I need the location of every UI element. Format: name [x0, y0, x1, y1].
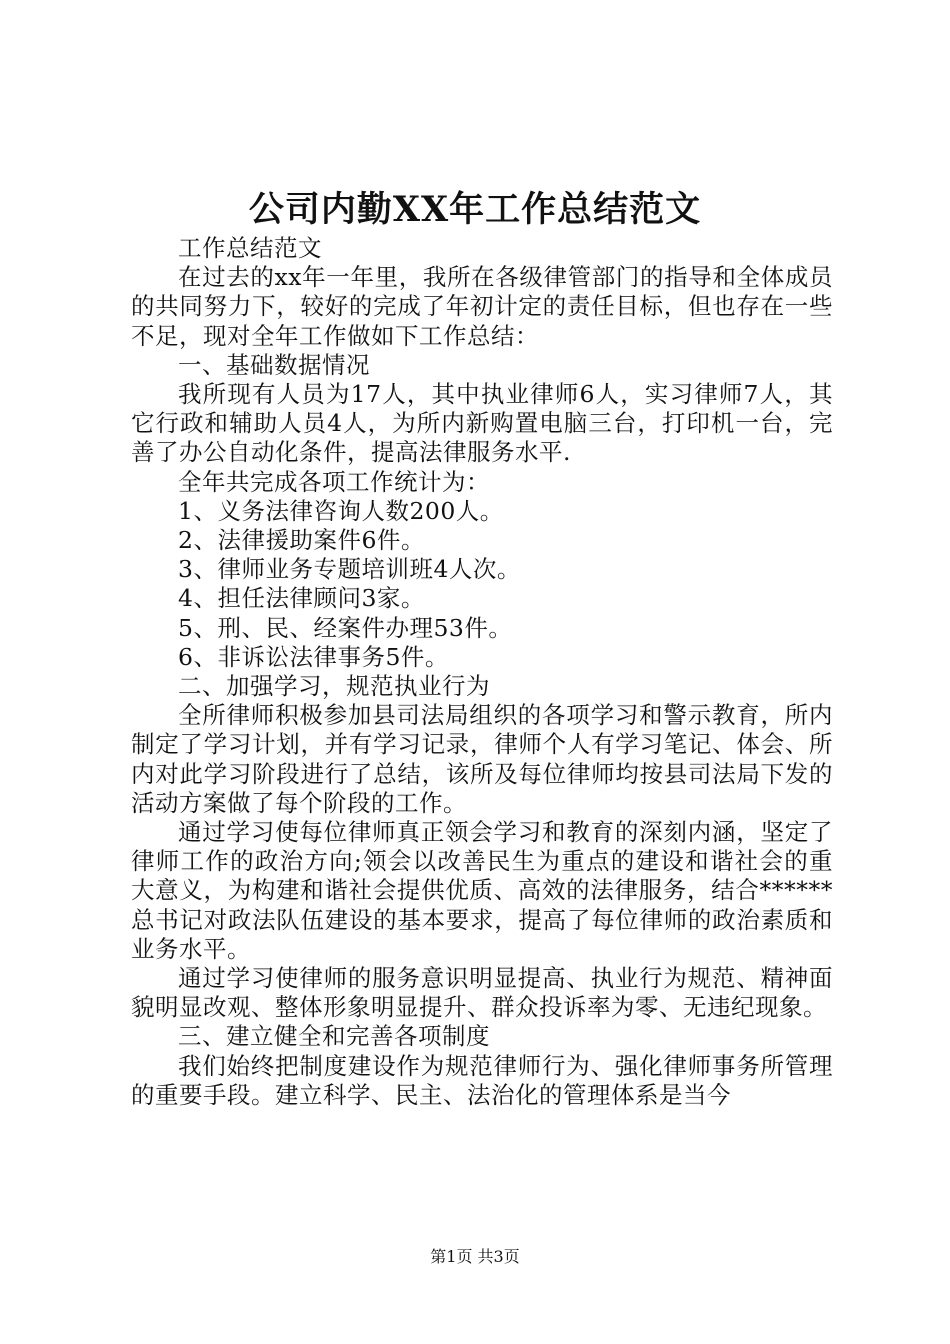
section-heading: 三、建立健全和完善各项制度: [178, 1022, 490, 1051]
section-heading: 二、加强学习，规范执业行为: [178, 672, 490, 701]
list-item: 4、担任法律顾问3家。: [178, 584, 425, 613]
list-item: 6、非诉讼法律事务5件。: [178, 642, 449, 671]
paragraph: 通过学习使每位律师真正领会学习和教育的深刻内涵，坚定了律师工作的政治方向;领会以改善民生为重点的建设和谐社会的重大意义，为构建和谐社会提供优质、高效的法律服务，结合******总书记对政法队伍建设的基本要求，提高了每位律师的政治素质和业务水平。: [131, 818, 833, 963]
paragraph: 在过去的xx年一年里，我所在各级律管部门的指导和全体成员的共同努力下，较好的完成了年初计定的责任目标，但也存在一些不足，现对全年工作做如下工作总结：: [131, 263, 833, 350]
paragraph: 工作总结范文: [178, 234, 322, 262]
page-number-footer: 第1页 共3页: [430, 1247, 520, 1266]
paragraph: 全年共完成各项工作统计为：: [178, 467, 490, 496]
paragraph: 我们始终把制度建设作为规范律师行为、强化律师事务所管理的重要手段。建立科学、民主、法治化的管理体系是当今: [131, 1051, 833, 1109]
list-item: 3、律师业务专题培训班4人次。: [178, 555, 521, 584]
document-title: 公司内勤XX年工作总结范文: [248, 189, 702, 230]
document-body: [131, 234, 833, 1110]
list-item: 5、刑、民、经案件办理53件。: [178, 613, 513, 642]
list-item: 1、义务法律咨询人数200人。: [178, 496, 504, 525]
section-heading: 一、基础数据情况: [178, 350, 370, 379]
paragraph: 全所律师积极参加县司法局组织的各项学习和警示教育，所内制定了学习计划，并有学习记录，律师个人有学习笔记、体会、所内对此学习阶段进行了总结，该所及每位律师均按县司法局下发的活动方案做了每个阶段的工作。: [131, 701, 833, 817]
list-item: 2、法律援助案件6件。: [178, 526, 425, 555]
paragraph: 通过学习使律师的服务意识明显提高、执业行为规范、精神面貌明显改观、整体形象明显提升、群众投诉率为零、无违纪现象。: [131, 964, 833, 1022]
paragraph: 我所现有人员为17人，其中执业律师6人，实习律师7人，其它行政和辅助人员4人，为所内新购置电脑三台，打印机一台，完善了办公自动化条件，提高法律服务水平.: [131, 380, 833, 467]
